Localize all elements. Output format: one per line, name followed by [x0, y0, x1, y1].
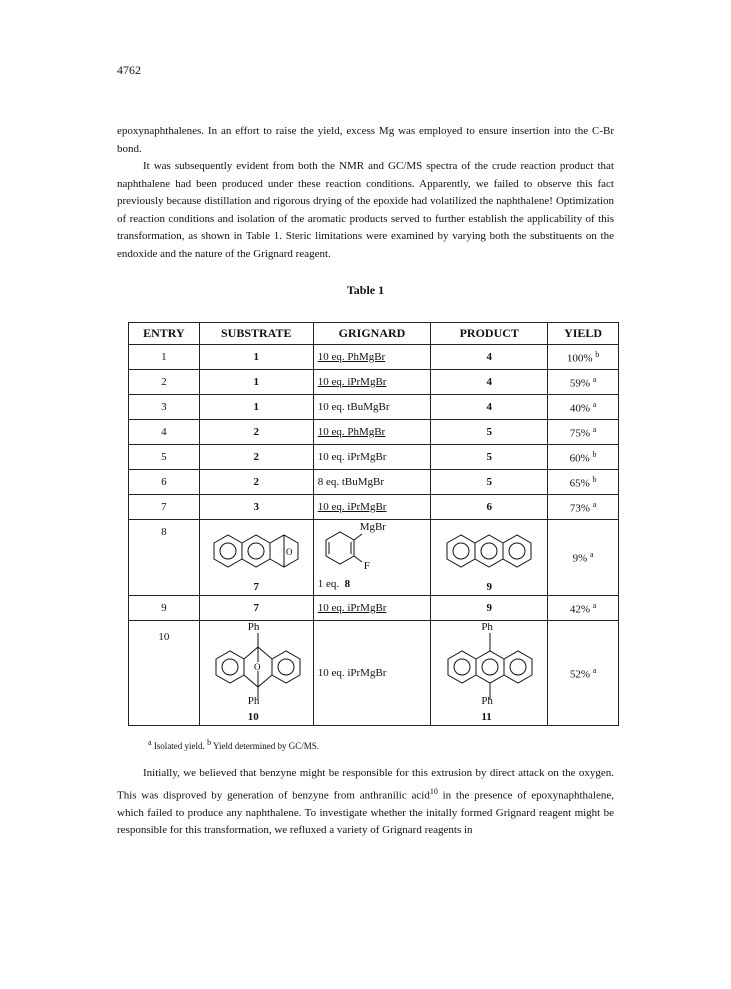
table-row: [129, 370, 619, 395]
mgbr-label: MgBr: [359, 521, 386, 533]
paragraph-3: [117, 765, 614, 840]
diphenylanthracene-structure: [440, 631, 540, 701]
entry-cell: 5: [129, 445, 200, 470]
yield-cell: [548, 596, 619, 621]
yield-note: a: [592, 374, 597, 384]
grignard-eq: 1 eq.: [317, 578, 340, 590]
yield-note: a: [592, 499, 597, 509]
yield-note: b: [592, 449, 597, 459]
table-footnote: [148, 738, 319, 751]
anthracene-structure: [439, 526, 539, 578]
table-header-row: [129, 323, 619, 345]
grignard-cell: [313, 370, 431, 395]
yield-cell: [548, 470, 619, 495]
header-substrate: SUBSTRATE: [199, 323, 313, 345]
grignard-cell: [313, 445, 431, 470]
table-row: [129, 395, 619, 420]
product-cell: 4: [431, 395, 548, 420]
yield-value: 100%: [566, 352, 593, 365]
header-entry: ENTRY: [129, 323, 200, 345]
grignard-text: 8 eq. tBuMgBr: [317, 476, 384, 488]
entry-value: 10: [158, 631, 170, 643]
diphenyl-epoxyanthracene-structure: [212, 631, 304, 701]
yield-value: 65%: [569, 477, 590, 490]
reference-number: 10: [429, 786, 438, 796]
product-cell: 5: [431, 445, 548, 470]
header-yield: YIELD: [548, 323, 619, 345]
grignard-text: 10 eq. PhMgBr: [317, 351, 386, 363]
product-structure-cell: [431, 621, 548, 726]
epoxyanthracene-structure: [206, 526, 306, 578]
oxygen-label: O: [253, 662, 261, 672]
substrate-structure-cell: [199, 621, 313, 726]
svg-text:O: O: [286, 547, 293, 557]
table-row: [129, 345, 619, 370]
yield-note: a: [592, 399, 597, 409]
product-label: 9: [486, 581, 492, 593]
product-structure-cell: [431, 520, 548, 596]
entry-cell: 3: [129, 395, 200, 420]
phenyl-bottom-label: Ph: [481, 695, 493, 707]
grignard-cell: [313, 470, 431, 495]
grignard-text: 10 eq. tBuMgBr: [317, 401, 390, 413]
grignard-cell: [313, 495, 431, 520]
product-cell: 5: [431, 470, 548, 495]
entry-value: 8: [161, 526, 167, 538]
entry-cell: 9: [129, 596, 200, 621]
substrate-cell: 2: [199, 420, 313, 445]
product-cell: 4: [431, 345, 548, 370]
product-cell: 6: [431, 495, 548, 520]
yield-value: 9%: [572, 552, 588, 565]
grignard-cell: [313, 596, 431, 621]
substrate-label: 7: [253, 581, 259, 593]
yield-value: 52%: [569, 668, 591, 681]
footnote-a-mark: a: [148, 738, 152, 747]
grignard-text: 10 eq. iPrMgBr: [317, 451, 387, 463]
yield-cell: [548, 395, 619, 420]
footnote-b-text: Yield determined by GC/MS.: [212, 741, 319, 751]
substrate-cell: 1: [199, 345, 313, 370]
page-number: 4762: [117, 63, 141, 77]
grignard-caption: [318, 578, 350, 590]
product-cell: 9: [431, 596, 548, 621]
yield-value: 42%: [569, 603, 591, 616]
yield-value: 75%: [569, 427, 591, 440]
phenyl-top-label: Ph: [481, 621, 493, 633]
table-row-structures: [129, 520, 619, 596]
paragraph-1: epoxynaphthalenes. In an effort to raise the yield, excess Mg was employed to ensure insertion into the C-Br bond.: [117, 125, 614, 155]
substrate-structure-cell: [199, 520, 313, 596]
grignard-text: 10 eq. PhMgBr: [317, 426, 386, 438]
yield-value: 59%: [569, 377, 591, 390]
yield-note: a: [590, 550, 594, 560]
grignard-cell: [313, 621, 431, 726]
table-row: [129, 495, 619, 520]
yield-cell: [548, 420, 619, 445]
fluorine-label: F: [363, 560, 370, 572]
yield-cell: [548, 345, 619, 370]
phenyl-bottom-label: Ph: [247, 695, 260, 707]
results-table: [128, 322, 619, 726]
yield-note: a: [592, 600, 597, 610]
phenyl-top-label: Ph: [247, 621, 260, 633]
yield-note: a: [592, 665, 597, 675]
header-product: PRODUCT: [431, 323, 548, 345]
entry-cell: 7: [129, 495, 200, 520]
table-row: [129, 445, 619, 470]
yield-cell: [548, 621, 619, 726]
yield-cell: [548, 495, 619, 520]
yield-note: b: [595, 349, 600, 359]
yield-value: 60%: [569, 452, 590, 465]
yield-cell: [548, 445, 619, 470]
paragraph-2: It was subsequently evident from both the NMR and GC/MS spectra of the crude reaction product that naphthalene had been produced under these reaction conditions. Apparently, we failed to observe this fact previously because distillation and rigorous drying of the epoxide had volatilized the naphthalene! Optimization of reaction conditions and isolation of the aromatic products served to further establish the applicability of this transformation, as shown in Table 1. Steric limitations were examined by varying both the substituents on the endoxide and the nature of the Grignard reagent.: [117, 160, 614, 260]
grignard-text: 10 eq. iPrMgBr: [317, 501, 387, 513]
product-cell: 5: [431, 420, 548, 445]
table-row: [129, 596, 619, 621]
table-title: Table 1: [346, 283, 385, 297]
substrate-cell: 3: [199, 495, 313, 520]
table-row: [129, 420, 619, 445]
grignard-cell: [313, 345, 431, 370]
footnote-a-text: Isolated yield.: [153, 741, 205, 751]
entry-cell: [129, 520, 200, 596]
yield-note: a: [592, 424, 597, 434]
table-row-structures: [129, 621, 619, 726]
header-grignard: GRIGNARD: [313, 323, 431, 345]
grignard-text: 10 eq. iPrMgBr: [317, 602, 387, 614]
grignard-structure-cell: [313, 520, 431, 596]
substrate-cell: 1: [199, 370, 313, 395]
entry-cell: 2: [129, 370, 200, 395]
paragraph-3-text-b: in the presence of epoxynaphthalene, which failed to produce any naphthalene. To investigate whether the initally formed Grignard reagent might be responsible for this transformation, we refluxed a variety of Grignard reagents in: [117, 789, 615, 837]
substrate-cell: 1: [199, 395, 313, 420]
substrate-label: 10: [247, 711, 259, 723]
grignard-cell: [313, 395, 431, 420]
grignard-text: 10 eq. iPrMgBr: [317, 376, 387, 388]
grignard-cell: [313, 420, 431, 445]
footnote-b-mark: b: [207, 738, 212, 747]
yield-note: b: [592, 474, 597, 484]
yield-cell: [548, 520, 619, 596]
yield-value: 40%: [569, 402, 591, 415]
table-row: [129, 470, 619, 495]
substrate-cell: 2: [199, 445, 313, 470]
entry-cell: 6: [129, 470, 200, 495]
paragraph-3-text-a: Initially, we believed that benzyne might be responsible for this extrusion by direct attack on the oxygen. This was disproved by generation of benzyne from anthranilic acid: [117, 767, 614, 802]
entry-cell: 1: [129, 345, 200, 370]
yield-cell: [548, 370, 619, 395]
substrate-cell: 7: [199, 596, 313, 621]
grignard-compound-label: 8: [344, 578, 351, 590]
yield-value: 73%: [569, 502, 591, 515]
entry-cell: 4: [129, 420, 200, 445]
substrate-cell: 2: [199, 470, 313, 495]
grignard-text: 10 eq. iPrMgBr: [317, 667, 387, 679]
product-label: 11: [481, 711, 492, 723]
entry-cell: [129, 621, 200, 726]
product-cell: 4: [431, 370, 548, 395]
